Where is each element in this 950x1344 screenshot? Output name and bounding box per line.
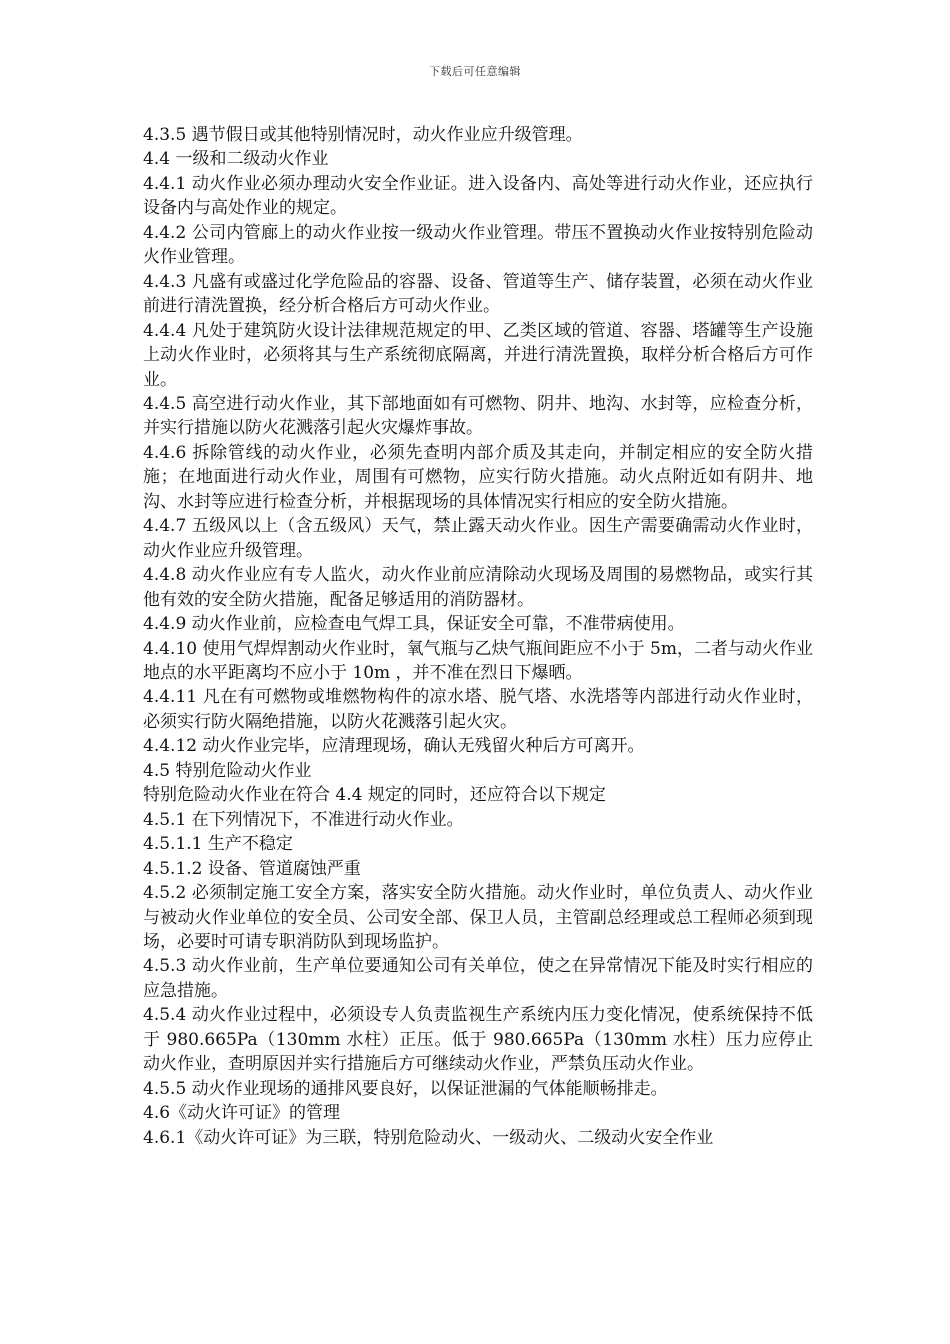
paragraph: 4.5.2 必须制定施工安全方案，落实安全防火措施。动火作业时，单位负责人、动火作业与被动火作业单位的安全员、公司安全部、保卫人员，主管副总经理或总工程师必须到现场，必要时可请专职消防队到现场监护。 xyxy=(143,883,813,952)
paragraph: 4.4.9 动火作业前，应检查电气焊工具，保证安全可靠，不准带病使用。 xyxy=(143,614,685,635)
page-header: 下载后可任意编辑 xyxy=(429,65,521,78)
paragraph: 4.5.5 动火作业现场的通排风要良好，以保证泄漏的气体能顺畅排走。 xyxy=(143,1078,668,1099)
paragraph: 4.4.4 凡处于建筑防火设计法律规范规定的甲、乙类区域的管道、容器、塔罐等生产设施上动火作业时，必须将其与生产系统彻底隔离，并进行清洗置换，取样分析合格后方可作业。 xyxy=(143,320,813,390)
paragraph: 4.4 一级和二级动火作业 xyxy=(143,149,329,170)
document-body xyxy=(143,123,813,1150)
paragraph: 4.6.1《动火许可证》为三联，特别危险动火、一级动火、二级动火安全作业 xyxy=(143,1127,714,1148)
paragraph: 4.3.5 遇节假日或其他特别情况时，动火作业应升级管理。 xyxy=(143,125,583,145)
paragraph: 4.4.7 五级风以上（含五级风）天气，禁止露天动火作业。因生产需要确需动火作业时，动火作业应升级管理。 xyxy=(143,516,813,561)
paragraph: 4.4.12 动火作业完毕，应清理现场，确认无残留火种后方可离开。 xyxy=(143,736,645,757)
paragraph: 4.5.1 在下列情况下，不准进行动火作业。 xyxy=(143,809,464,830)
paragraph: 4.6《动火许可证》的管理 xyxy=(143,1103,341,1124)
paragraph: 4.4.6 拆除管线的动火作业，必须先查明内部介质及其走向，并制定相应的安全防火措施；在地面进行动火作业，周围有可燃物，应实行防火措施。动火点附近如有阴井、地沟、水封等应进行检查分析，并根据现场的具体情况实行相应的安全防火措施。 xyxy=(143,442,813,512)
paragraph: 4.4.5 高空进行动火作业，其下部地面如有可燃物、阴井、地沟、水封等，应检查分析，并实行措施以防火花溅落引起火灾爆炸事故。 xyxy=(143,393,813,439)
paragraph: 4.5.3 动火作业前，生产单位要通知公司有关单位，使之在异常情况下能及时实行相应的应急措施。 xyxy=(143,956,813,1001)
paragraph: 4.4.2 公司内管廊上的动火作业按一级动火作业管理。带压不置换动火作业按特别危险动火作业管理。 xyxy=(143,222,813,268)
paragraph: 4.5.1.1 生产不稳定 xyxy=(143,834,293,855)
paragraph: 4.5.4 动火作业过程中，必须设专人负责监视生产系统内压力变化情况，使系统保持不低于 980.665Pa（130mm 水柱）正压。低于 980.665Pa（130mm 水柱）压力应停止动火作业，查明原因并实行措施后方可继续动火作业，严禁负压动火作业。 xyxy=(143,1005,813,1075)
paragraph: 特别危险动火作业在符合 4.4 规定的同时，还应符合以下规定 xyxy=(143,785,606,806)
paragraph: 4.4.8 动火作业应有专人监火，动火作业前应清除动火现场及周围的易燃物品，或实行其他有效的安全防火措施，配备足够适用的消防器材。 xyxy=(143,565,813,610)
paragraph: 4.4.1 动火作业必须办理动火安全作业证。进入设备内、高处等进行动火作业，还应执行设备内与高处作业的规定。 xyxy=(143,173,813,219)
paragraph: 4.5 特别危险动火作业 xyxy=(143,760,312,781)
paragraph: 4.4.11 凡在有可燃物或堆燃物构件的凉水塔、脱气塔、水洗塔等内部进行动火作业时，必须实行防火隔绝措施，以防火花溅落引起火灾。 xyxy=(143,687,813,732)
paragraph: 4.4.10 使用气焊焊割动火作业时，氧气瓶与乙炔气瓶间距应不小于 5m，二者与动火作业地点的水平距离均不应小于 10m ，并不准在烈日下爆晒。 xyxy=(143,638,813,683)
paragraph: 4.4.3 凡盛有或盛过化学危险品的容器、设备、管道等生产、储存装置，必须在动火作业前进行清洗置换，经分析合格后方可动火作业。 xyxy=(143,271,813,317)
paragraph: 4.5.1.2 设备、管道腐蚀严重 xyxy=(143,858,361,879)
